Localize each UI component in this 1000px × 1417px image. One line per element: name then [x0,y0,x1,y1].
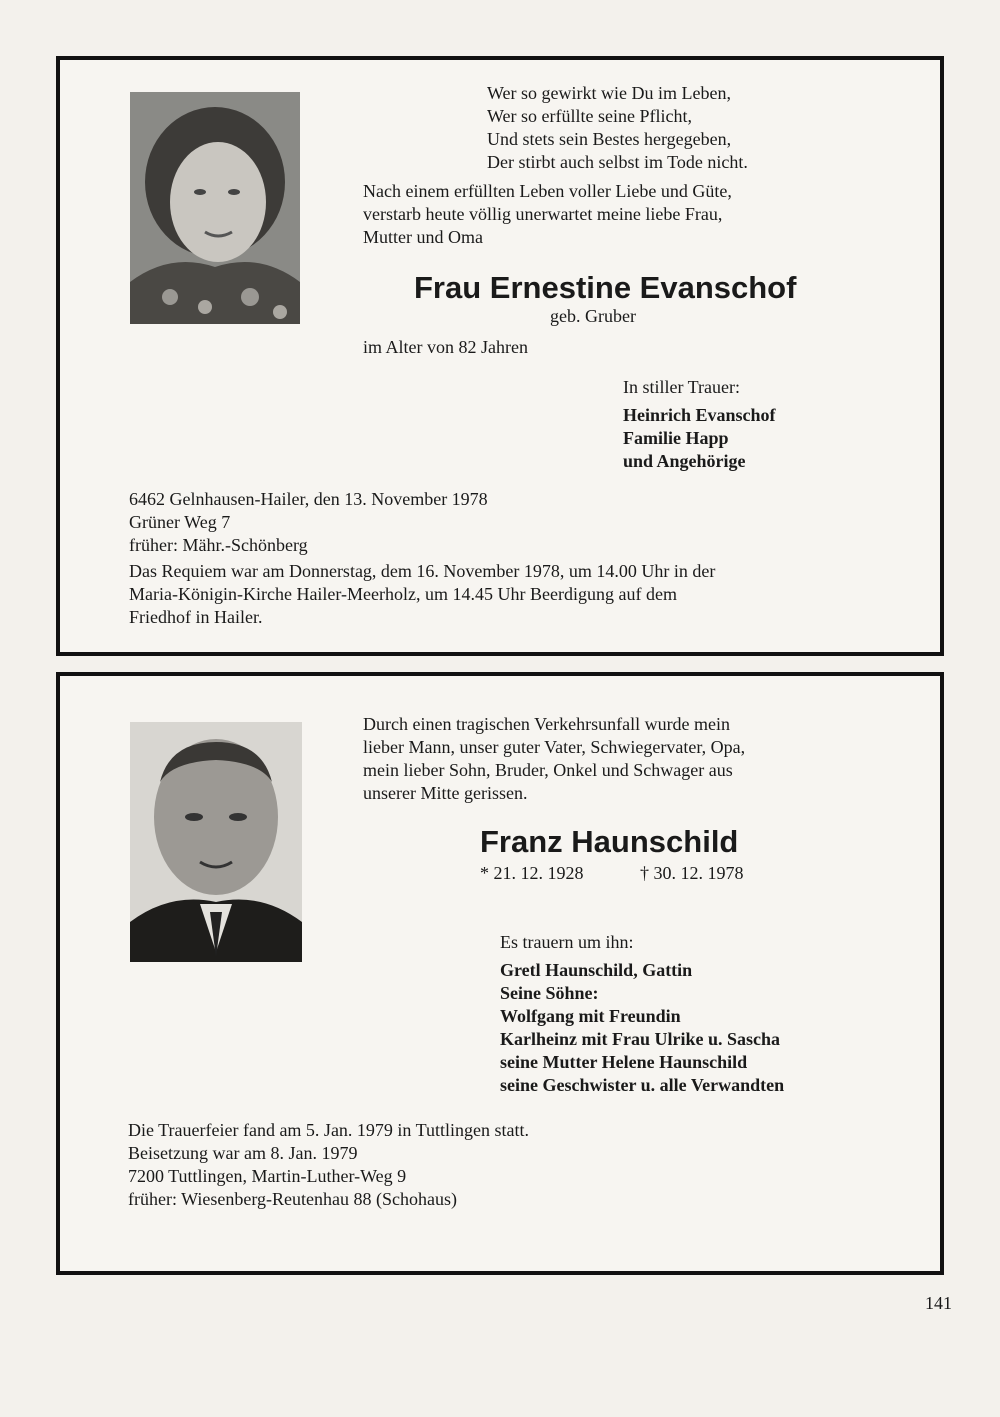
announcement-line: verstarb heute völlig unerwartet meine liebe Frau, [363,204,723,224]
announcement-line: mein lieber Sohn, Bruder, Onkel und Schwager aus [363,760,733,780]
announcement-text [363,713,878,805]
mourner-name: und Angehörige [623,451,746,471]
portrait-photo-woman [130,92,300,324]
page-number: 141 [925,1293,952,1313]
mourner-name: Heinrich Evanschof [623,405,776,425]
mourner-name: Wolfgang mit Freundin [500,1006,681,1026]
detail-line: früher: Wiesenberg-Reutenhau 88 (Schohaus) [128,1189,458,1209]
age-at-death: im Alter von 82 Jahren [363,337,528,357]
mourner-name: seine Geschwister u. alle Verwandten [500,1075,785,1095]
announcement-line: Mutter und Oma [363,227,483,247]
announcement-text [363,180,878,249]
detail-line: Die Trauerfeier fand am 5. Jan. 1979 in Tuttlingen statt. [128,1120,529,1140]
address-line: früher: Mähr.-Schönberg [129,535,308,555]
poem-line: Wer so gewirkt wie Du im Leben, [487,83,731,103]
detail-line: 7200 Tuttlingen, Martin-Luther-Weg 9 [128,1166,407,1186]
death-date: † 30. 12. 1978 [640,863,744,883]
funeral-details [128,1119,529,1211]
announcement-line: Nach einem erfüllten Leben voller Liebe und Güte, [363,181,732,201]
poem-line: Und stets sein Bestes hergegeben, [487,129,732,149]
poem-line: Wer so erfüllte seine Pflicht, [487,106,692,126]
mourner-name: seine Mutter Helene Haunschild [500,1052,748,1072]
obituary-notice-evanschof [56,56,944,656]
portrait-photo-man [130,722,302,962]
requiem-info [129,560,879,629]
obituary-notice-haunschild [56,672,944,1275]
address-line: 6462 Gelnhausen-Hailer, den 13. November 1978 [129,489,488,509]
requiem-line: Friedhof in Hailer. [129,607,263,627]
address-block [129,488,488,557]
address-line: Grüner Weg 7 [129,512,231,532]
requiem-line: Maria-Königin-Kirche Hailer-Meerholz, um 14.45 Uhr Beerdigung auf dem [129,584,677,604]
maiden-name: geb. Gruber [550,306,636,326]
birth-date: * 21. 12. 1928 [480,863,584,883]
memorial-poem [487,82,748,174]
mourners-block [500,931,784,1097]
mourner-name: Familie Happ [623,428,729,448]
mourner-name: Seine Söhne: [500,983,599,1003]
mourners-block [623,376,776,473]
announcement-line: unserer Mitte gerissen. [363,783,528,803]
mourner-name: Gretl Haunschild, Gattin [500,960,693,980]
mourner-name: Karlheinz mit Frau Ulrike u. Sascha [500,1029,780,1049]
announcement-line: Durch einen tragischen Verkehrsunfall wurde mein [363,714,731,734]
mourning-label: In stiller Trauer: [623,377,740,397]
requiem-line: Das Requiem war am Donnerstag, dem 16. November 1978, um 14.00 Uhr in der [129,561,716,581]
mourning-label: Es trauern um ihn: [500,932,634,952]
announcement-line: lieber Mann, unser guter Vater, Schwiegervater, Opa, [363,737,746,757]
deceased-name: Frau Ernestine Evanschof [414,270,797,305]
deceased-name: Franz Haunschild [480,824,739,859]
detail-line: Beisetzung war am 8. Jan. 1979 [128,1143,358,1163]
poem-line: Der stirbt auch selbst im Tode nicht. [487,152,748,172]
